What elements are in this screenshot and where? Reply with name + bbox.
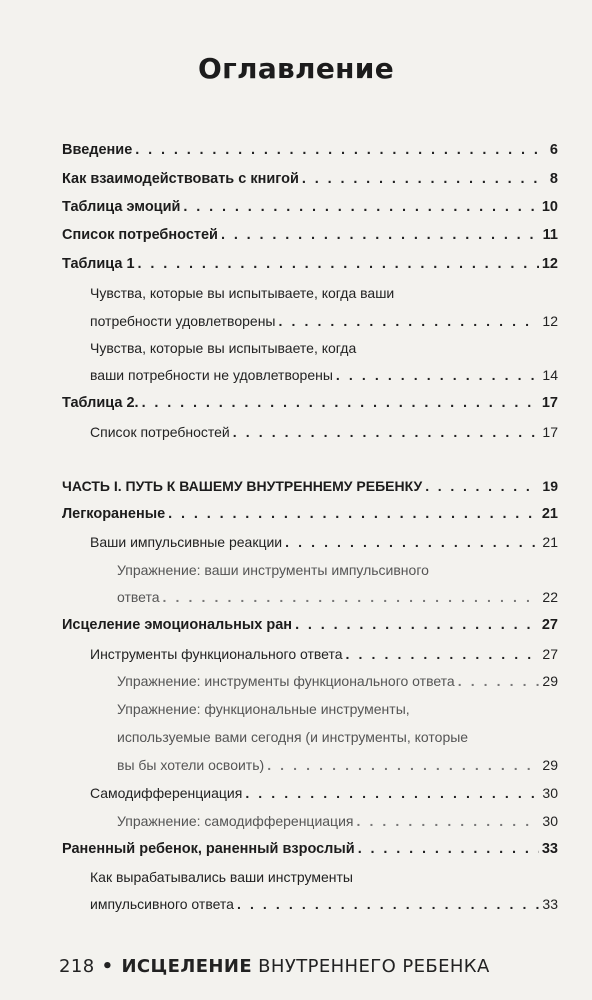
toc-entry-exercise-impulsive-line1[interactable]: Упражнение: ваши инструменты импульсивного (117, 562, 429, 578)
page-number: 27 (541, 617, 558, 633)
page-number: 30 (542, 813, 558, 829)
running-footer (59, 956, 490, 977)
page-number: 6 (549, 142, 558, 158)
toc-entry-how-tools-developed[interactable]: импульсивного ответа . . . 33 (90, 896, 558, 912)
page-number: 22 (542, 589, 558, 605)
page-number: 21 (541, 506, 558, 522)
page-number: 33 (542, 896, 558, 912)
page-number: 8 (549, 171, 558, 187)
folio-page-number: 218 (59, 956, 95, 977)
toc-entry-wounded-child-adult[interactable]: Раненный ребенок, раненный взрослый . . . 33 (62, 841, 558, 857)
page-number: 12 (542, 313, 558, 329)
page-number: 30 (542, 785, 558, 801)
toc-entry-exercise-tools-today-line2[interactable]: используемые вами сегодня (и инструменты, которые (117, 729, 469, 745)
toc-entry-feelings-satisfied[interactable]: потребности удовлетворены . . . 12 (90, 313, 558, 329)
toc-entry-functional-tools[interactable]: Инструменты функционального ответа . . . 27 (90, 646, 558, 662)
toc-entry-exercise-tools-today[interactable]: вы бы хотели освоить) . . . 29 (117, 757, 558, 773)
page-number: 29 (542, 673, 558, 689)
book-title-part2: ВНУТРЕННЕГО РЕБЕНКА (258, 956, 490, 977)
toc-entry-healing-wounds[interactable]: Исцеление эмоциональных ран . . . 27 (62, 617, 558, 633)
page-number: 33 (541, 841, 558, 857)
toc-entry-self-differentiation[interactable]: Самодифференциация . . . 30 (90, 785, 558, 801)
toc-entry-needs-list-2[interactable]: Список потребностей . . . 17 (90, 424, 558, 440)
toc-entry-exercise-tools-today-line1[interactable]: Упражнение: функциональные инструменты, (117, 701, 410, 717)
toc-entry-feelings-unsatisfied[interactable]: ваши потребности не удовлетворены . . . 14 (90, 367, 558, 383)
toc-entry-needs-list[interactable]: Список потребностей . . . 11 (62, 227, 558, 243)
toc-entry-table-1[interactable]: Таблица 1 . . . 12 (62, 256, 558, 272)
page-number: 14 (542, 367, 558, 383)
page-number: 17 (542, 424, 558, 440)
page-number: 29 (542, 757, 558, 773)
toc-entry-feelings-satisfied-line1[interactable]: Чувства, которые вы испытываете, когда ваши (90, 285, 395, 301)
toc-entry-table-2[interactable]: Таблица 2. . . . 17 (62, 395, 558, 411)
page-number: 27 (542, 646, 558, 662)
toc-entry-exercise-impulsive[interactable]: ответа . . . 22 (117, 589, 558, 605)
toc-entry-intro[interactable]: Введение . . . 6 (62, 142, 558, 158)
page-number: 21 (542, 534, 558, 550)
toc-entry-lightly-wounded[interactable]: Легкораненые . . . 21 (62, 506, 558, 522)
page-number: 19 (542, 478, 558, 494)
page-number: 11 (542, 227, 558, 243)
toc-entry-how-to-use[interactable]: Как взаимодействовать с книгой . . . 8 (62, 171, 558, 187)
page-number: 17 (541, 395, 558, 411)
toc-entry-emotions-table[interactable]: Таблица эмоций . . . 10 (62, 199, 558, 215)
book-title-part1: ИСЦЕЛЕНИЕ (121, 956, 253, 977)
toc-entry-part-1[interactable]: ЧАСТЬ I. ПУТЬ К ВАШЕМУ ВНУТРЕННЕМУ РЕБЕНКУ . . . 19 (62, 478, 558, 494)
page-number: 10 (541, 199, 558, 215)
footer-bullet: • (101, 956, 114, 977)
toc-entry-impulsive-reactions[interactable]: Ваши импульсивные реакции . . . 21 (90, 534, 558, 550)
toc-entry-exercise-functional[interactable]: Упражнение: инструменты функционального ответа . . . 29 (117, 673, 558, 689)
toc-entry-exercise-self-differentiation[interactable]: Упражнение: самодифференциация . . . 30 (117, 813, 558, 829)
toc-entry-how-tools-developed-line1[interactable]: Как вырабатывались ваши инструменты (90, 869, 353, 885)
page-title: Оглавление (197, 52, 394, 85)
toc-entry-feelings-unsatisfied-line1[interactable]: Чувства, которые вы испытываете, когда (90, 340, 357, 356)
page-number: 12 (541, 256, 558, 272)
